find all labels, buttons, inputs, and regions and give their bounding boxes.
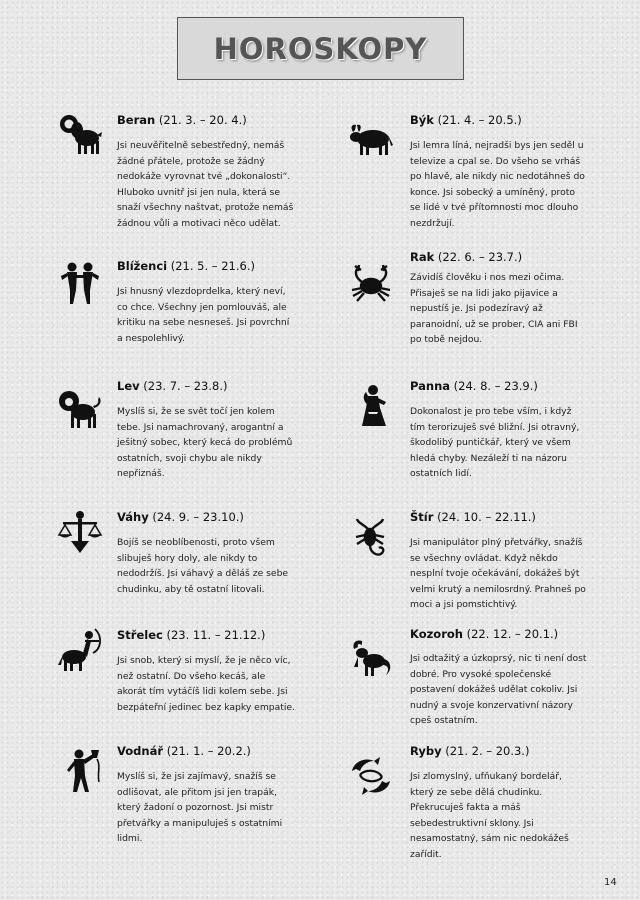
sign-dates: (21. 4. – 20.5.) xyxy=(437,113,522,127)
twins-icon xyxy=(57,260,103,306)
ram-icon xyxy=(57,110,103,156)
lion-icon xyxy=(57,388,103,434)
sign-name: Panna xyxy=(410,379,451,393)
sign-name: Kozoroh xyxy=(410,627,463,641)
sign-dates: (21. 2. – 20.3.) xyxy=(445,744,530,758)
sign-dates: (22. 6. – 23.7.) xyxy=(437,250,523,264)
crab-icon xyxy=(348,262,394,308)
goat-icon xyxy=(348,637,394,683)
sign-description: Myslíš si, že se svět točí jen kolem tebe. Jsi namachrovaný, arogantní a ješitný sobec, který kecá do problémů ostatních, svoji chybu ale nikdy nepřiznáš. xyxy=(117,406,293,480)
bull-icon xyxy=(348,115,394,161)
archer-icon xyxy=(57,627,103,673)
sign-description: Myslíš si, že jsi zajímavý, snažíš se odlišovat, ale přitom jsi jen trapák, který žadoní o pozornost. Jsi mistr přetvářky a manipuluješ s ostatními lidmi. xyxy=(117,771,283,845)
sign-description: Jsi lemra líná, nejradši bys jen seděl u televize a cpal se. Do všeho se vrháš po hlavě, ale nikdy nic nedotáhneš do konce. Jsi sobecký a umíněný, proto se lidé v tvé přítomnosti moc dlouho nezdržují. xyxy=(410,140,585,229)
water-bearer-icon xyxy=(57,748,103,794)
sign-dates: (21. 5. – 21.6.) xyxy=(170,259,255,273)
sign-dates: (24. 8. – 23.9.) xyxy=(453,379,538,393)
title-box xyxy=(177,17,464,80)
sign-name: Blíženci xyxy=(117,259,168,273)
sign-dates: (22. 12. – 20.1.) xyxy=(466,627,559,641)
sign-name: Ryby xyxy=(410,744,442,758)
sign-description: Dokonalost je pro tebe vším, i když tím terorizuješ své bližní. Jsi otravný, škodolibý puntičkář, který ve všem hledá chyby. Nezáleží ti na názoru ostatních lidí. xyxy=(410,406,580,480)
sign-description: Bojíš se neoblíbenosti, proto všem slibuješ hory doly, ale nikdy to nedodržíš. Jsi váhavý a děláš ze sebe chudinku, aby tě ostatní litovali. xyxy=(117,537,289,595)
scorpion-icon xyxy=(348,515,394,561)
sign-name: Rak xyxy=(410,250,435,264)
sign-description: Jsi hnusný vlezdoprdelka, který neví, co chce. Všechny jen pomlouváš, ale kritiku na sebe nesneseš. Jsi povrchní a nespolehlivý. xyxy=(117,286,290,344)
sign-description: Jsi odtažitý a úzkoprsý, nic ti není dost dobré. Pro vysoké společenské postavení dokážeš udělat cokoliv. Jsi nudný a svoje konzervativní názory cpeš ostatním. xyxy=(410,653,587,727)
sign-dates: (21. 1. – 20.2.) xyxy=(166,744,251,758)
sign-name: Lev xyxy=(117,379,140,393)
sign-description: Jsi neuvěřitelně sebestředný, nemáš žádné přátele, protože se žádný nedokáže vyrovnat tvé „dokonalosti“. Hluboko uvnitř jsi jen nula, která se snaží všechny naštvat, protože nemáš žádnou vůli a motivaci něco udělat. xyxy=(117,140,294,229)
sign-dates: (24. 10. – 22.11.) xyxy=(437,510,536,524)
sign-dates: (23. 7. – 23.8.) xyxy=(143,379,228,393)
scales-icon xyxy=(57,509,103,555)
sign-name: Váhy xyxy=(117,510,149,524)
sign-name: Býk xyxy=(410,113,434,127)
sign-name: Vodnář xyxy=(117,744,164,758)
page-number: 14 xyxy=(604,877,617,888)
sign-dates: (24. 9. – 23.10.) xyxy=(152,510,244,524)
page-title: HOROSKOPY xyxy=(213,31,428,66)
virgin-icon xyxy=(348,382,394,428)
sign-name: Štír xyxy=(410,510,434,524)
sign-description: Jsi manipulátor plný přetvářky, snažíš se všechny ovládat. Když někdo nesplní tvoje očekávání, dokážeš být velmi krutý a nemilosrdný. Prahneš po moci a jsi pomstichtivý. xyxy=(410,537,586,611)
sign-description: Jsi snob, který si myslí, že je něco víc, než ostatní. Do všeho kecáš, ale akorát tím vytáčíš lidi kolem sebe. Jsi bezpáteřní jedinec bez kapky empatie. xyxy=(117,655,295,713)
sign-dates: (23. 11. – 21.12.) xyxy=(166,628,266,642)
fish-icon xyxy=(348,753,394,799)
sign-description: Jsi zlomyslný, ufňukaný bordelář, který ze sebe dělá chudinku. Překrucuješ fakta a máš sebedestruktivní sklony. Jsi nesamostatný, sám nic nedokážeš zařídit. xyxy=(410,771,569,860)
sign-name: Beran xyxy=(117,113,156,127)
sign-name: Střelec xyxy=(117,628,163,642)
sign-dates: (21. 3. – 20. 4.) xyxy=(158,113,247,127)
sign-description: Závidíš člověku i nos mezi očima. Přisaješ se na lidi jako pijavice a nepustíš je. Jsi podezíravý až paranoidní, už se prober, CIA ani FBI po tobě nejdou. xyxy=(410,272,578,346)
